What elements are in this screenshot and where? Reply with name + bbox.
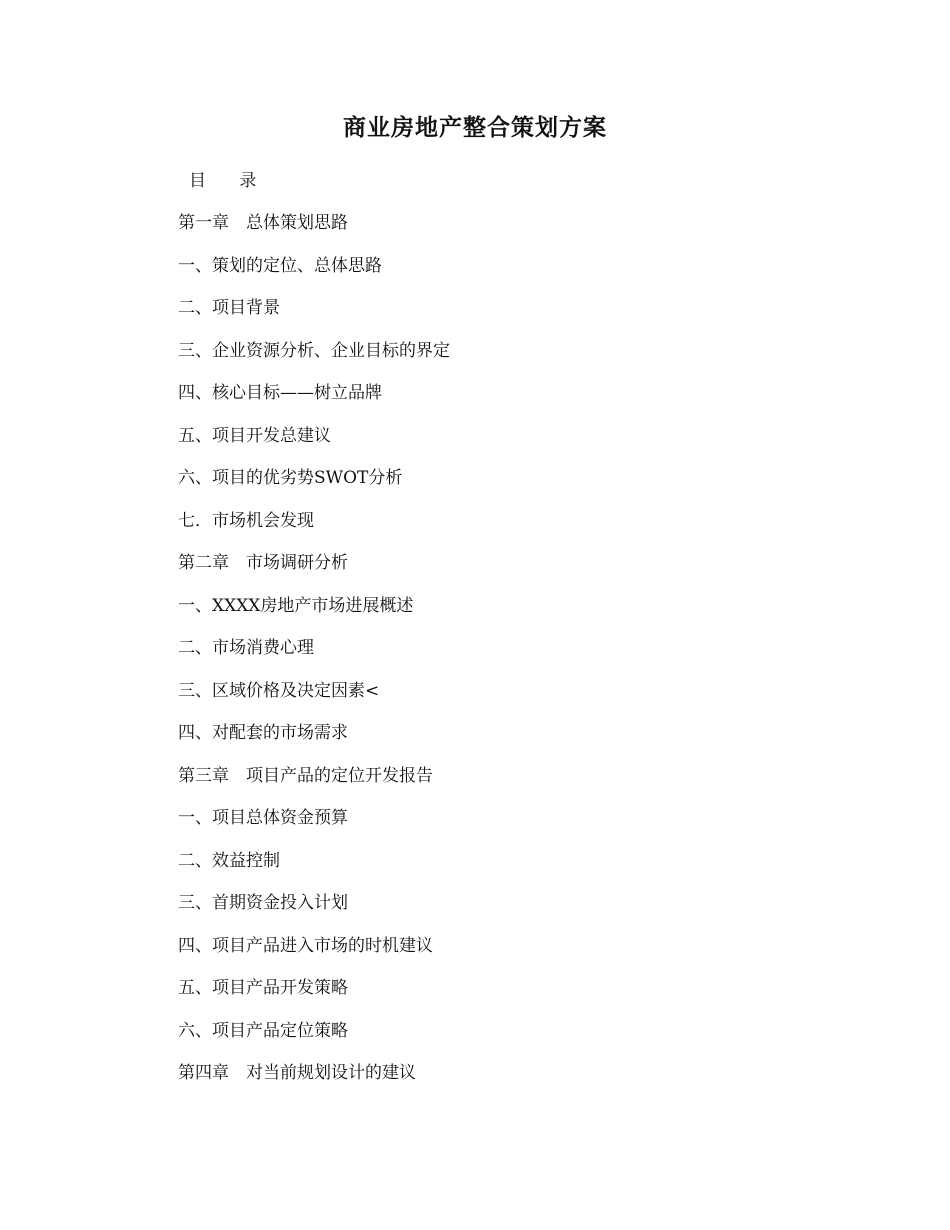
toc-item: 六、项目产品定位策略 [178,1020,348,1041]
toc-item: 五、项目开发总建议 [178,425,331,446]
toc-item: 一、项目总体资金预算 [178,808,348,828]
toc-list [178,210,450,1103]
toc-item: 四、核心目标——树立品牌 [178,383,382,403]
toc-item: 三、企业资源分析、企业目标的界定 [178,340,450,361]
toc-item: 一、策划的定位、总体思路 [178,255,382,276]
toc-item-chapter-1: 第一章 总体策划思路 [178,213,348,233]
toc-item-chapter-2: 第二章 市场调研分析 [178,553,348,573]
toc-item: 一、XXXX房地产市场进展概述 [178,595,414,616]
toc-item: 二、市场消费心理 [178,638,314,658]
toc-heading: 目 录 [189,171,271,191]
toc-item: 四、对配套的市场需求 [178,723,348,743]
toc-item: 三、区域价格及决定因素< [178,680,380,701]
toc-item: 二、效益控制 [178,850,280,871]
toc-item: 六、项目的优劣势SWOT分析 [178,468,403,488]
toc-item-chapter-4: 第四章 对当前规划设计的建议 [178,1063,416,1083]
toc-item: 五、项目产品开发策略 [178,978,348,998]
toc-item: 四、项目产品进入市场的时机建议 [178,935,433,956]
toc-item: 二、项目背景 [178,298,280,318]
toc-item: 七．市场机会发现 [178,510,314,531]
document-title: 商业房地产整合策划方案 [343,115,607,141]
toc-item: 三、首期资金投入计划 [178,893,348,913]
toc-item-chapter-3: 第三章 项目产品的定位开发报告 [178,765,433,786]
